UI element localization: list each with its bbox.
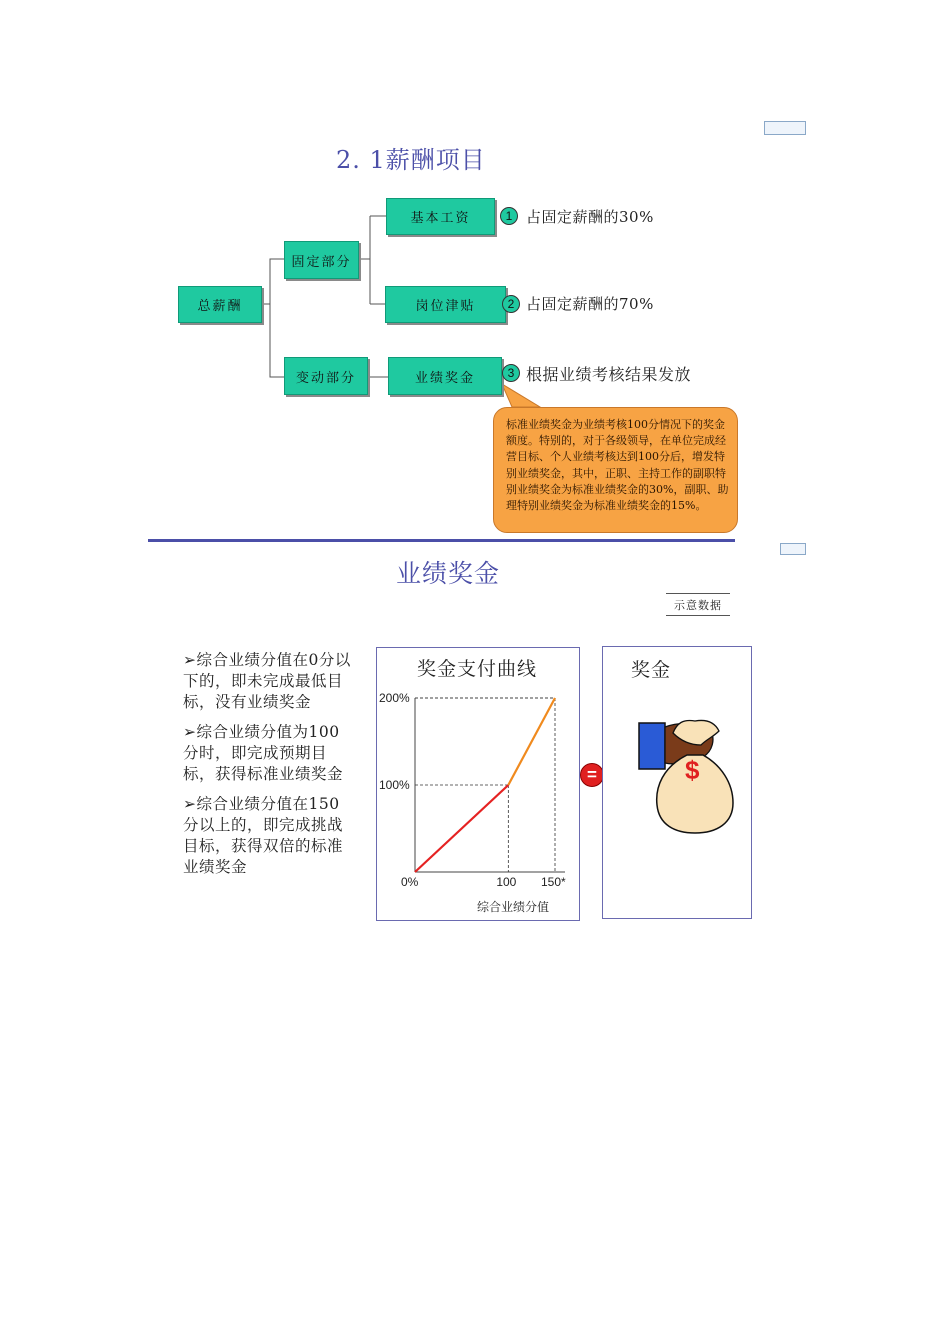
note-number-1: 1 (500, 207, 518, 225)
root-total-pay-box: 总薪酬 (178, 286, 262, 323)
chart-y-tick-1: 200% (379, 691, 410, 705)
bonus-rule-2: ➢综合业绩分值为100分时，即完成预期目标，获得标准业绩奖金 (183, 723, 344, 783)
fixed-part-box: 固定部分 (284, 241, 359, 279)
chart-x-tick-2: 150* (541, 875, 566, 889)
dollar-sign: $ (685, 755, 700, 785)
chart-title: 奖金支付曲线 (417, 658, 538, 680)
bonus-rule-3: ➢综合业绩分值在150分以上的，即完成挑战目标，获得双倍的标准业绩奖金 (183, 795, 344, 876)
note-text-3: 根据业绩考核结果发放 (526, 365, 692, 384)
variable-part-box: 变动部分 (284, 357, 368, 395)
chart-x-tick-0: 0% (401, 875, 419, 889)
note-text-2: 占固定薪酬的70% (526, 295, 654, 313)
bonus-rule-1: ➢综合业绩分值在0分以下的，即未完成最低目标，没有业绩奖金 (183, 651, 351, 711)
chart-line-orange (508, 698, 555, 785)
callout-text: 标准业绩奖金为业绩考核100分情况下的奖金额度。特别的，对于各级领导，在单位完成经营目标、个人业绩考核达到100分后，增发特别业绩奖金，其中，正职、主持工作的副职特别业绩奖金为标准业绩奖金的30%，副职、助理特别业绩奖金为标准业绩奖金的15%。 (506, 418, 729, 513)
post-allowance-box: 岗位津贴 (385, 286, 506, 323)
note-number-2: 2 (502, 295, 520, 313)
bonus-callout (493, 407, 738, 533)
org-connectors (0, 0, 950, 560)
chart-y-tick-0: 100% (379, 778, 410, 792)
chart-x-label: 综合业绩分值 (477, 900, 550, 914)
note-number-3: 3 (502, 364, 520, 382)
payout-curve-chart (377, 648, 579, 920)
callout-pointer (502, 384, 540, 407)
section-divider (148, 539, 735, 542)
payout-curve-panel (376, 647, 580, 921)
basic-salary-box: 基本工资 (386, 198, 495, 235)
bonus-rules-list (183, 650, 353, 887)
chart-x-tick-1: 100 (496, 875, 517, 889)
money-bag-icon (603, 647, 751, 918)
note-text-1: 占固定薪酬的30% (526, 208, 654, 226)
chart-line-red (415, 785, 508, 872)
equals-icon (580, 763, 604, 787)
section2-title: 业绩奖金 (396, 559, 501, 588)
sample-data-tag: 示意数据 (666, 593, 730, 616)
bonus-panel-title: 奖金 (631, 659, 672, 681)
section1-title: 2. 1薪酬项目 (336, 146, 486, 174)
equals-sign: = (587, 765, 597, 784)
performance-bonus-box: 业绩奖金 (388, 357, 502, 395)
bonus-panel (602, 646, 752, 919)
